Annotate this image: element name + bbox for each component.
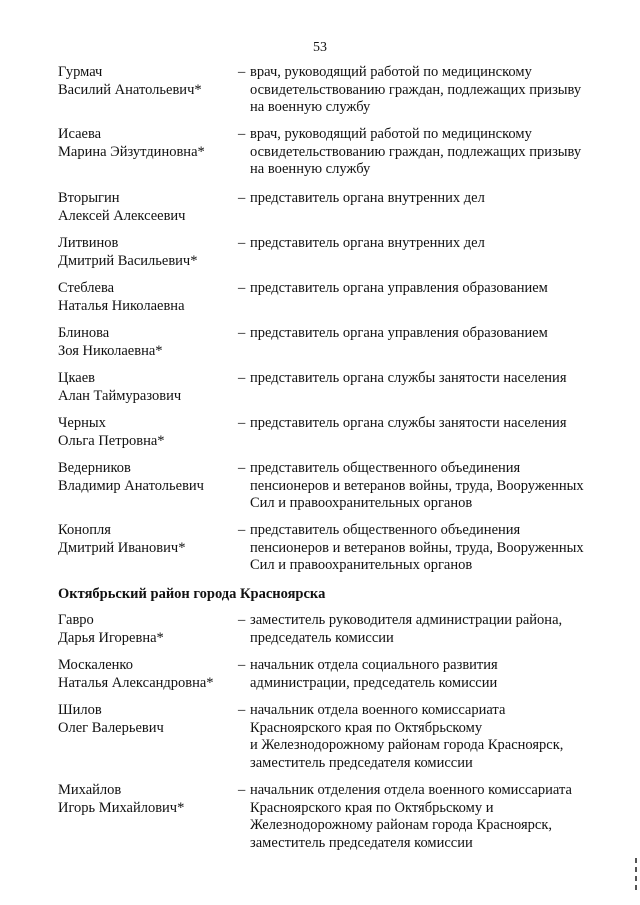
role-line: представитель общественного объединения bbox=[250, 522, 521, 538]
role-line: и Железнодорожному районам города Красноярск, bbox=[250, 737, 564, 753]
role-dash: – bbox=[238, 415, 246, 431]
member-surname: Михайлов bbox=[58, 782, 122, 798]
page-number: 53 bbox=[313, 40, 327, 55]
role-dash: – bbox=[238, 702, 246, 718]
member-given-names: Алексей Алексеевич bbox=[58, 207, 186, 224]
role-line: врач, руководящий работой по медицинскому bbox=[250, 126, 532, 142]
member-surname: Гурмач bbox=[58, 64, 103, 80]
member-name bbox=[58, 235, 238, 270]
member-entry bbox=[58, 702, 598, 782]
role-line: заместитель руководителя администрации района, bbox=[250, 612, 563, 628]
member-entry bbox=[58, 126, 598, 190]
role-dash: – bbox=[238, 782, 246, 798]
role-dash: – bbox=[238, 325, 246, 341]
role-line: врач, руководящий работой по медицинскому bbox=[250, 64, 532, 80]
member-role bbox=[238, 64, 598, 117]
role-dash: – bbox=[238, 657, 246, 673]
member-name bbox=[58, 415, 238, 450]
member-given-names: Наталья Николаевна bbox=[58, 297, 185, 314]
member-given-names: Дмитрий Иванович* bbox=[58, 539, 186, 556]
member-entry bbox=[58, 190, 598, 235]
member-given-names: Зоя Николаевна* bbox=[58, 342, 163, 359]
members-list bbox=[58, 64, 598, 858]
member-surname: Шилов bbox=[58, 702, 102, 718]
member-role bbox=[238, 190, 598, 208]
member-role bbox=[238, 782, 598, 852]
member-surname: Ведерников bbox=[58, 460, 131, 476]
role-line: начальник отдела военного комиссариата bbox=[250, 702, 506, 718]
member-given-names: Олег Валерьевич bbox=[58, 719, 164, 736]
member-entry bbox=[58, 370, 598, 415]
role-line: пенсионеров и ветеранов войны, труда, Вооруженных bbox=[250, 477, 584, 494]
member-given-names: Владимир Анатольевич bbox=[58, 477, 204, 494]
member-role bbox=[238, 612, 598, 647]
role-line: освидетельствованию граждан, подлежащих призыву bbox=[250, 81, 582, 98]
role-line: представитель органа внутренних дел bbox=[250, 235, 485, 251]
member-given-names: Марина Эйзутдиновна* bbox=[58, 143, 205, 160]
member-name bbox=[58, 702, 238, 737]
member-given-names: Василий Анатольевич* bbox=[58, 81, 202, 98]
role-dash: – bbox=[238, 280, 246, 296]
member-name bbox=[58, 612, 238, 647]
member-surname: Цкаев bbox=[58, 370, 96, 386]
member-given-names: Наталья Александровна* bbox=[58, 674, 214, 691]
member-entry bbox=[58, 612, 598, 657]
member-surname: Черных bbox=[58, 415, 106, 431]
member-name bbox=[58, 325, 238, 360]
member-surname: Гавро bbox=[58, 612, 94, 628]
member-role bbox=[238, 657, 598, 692]
member-entry bbox=[58, 657, 598, 702]
member-entry bbox=[58, 325, 598, 370]
role-dash: – bbox=[238, 126, 246, 142]
member-given-names: Игорь Михайлович* bbox=[58, 799, 185, 816]
document-body bbox=[58, 64, 598, 858]
member-name bbox=[58, 782, 238, 817]
role-line: на военную службу bbox=[250, 161, 371, 177]
role-line: представитель органа управления образованием bbox=[250, 280, 548, 296]
role-line: Железнодорожному районам города Красноярск, bbox=[250, 817, 553, 833]
role-line: представитель органа службы занятости населения bbox=[250, 415, 567, 431]
member-given-names: Ольга Петровна* bbox=[58, 432, 165, 449]
member-role bbox=[238, 460, 598, 513]
role-line: администрации, председатель комиссии bbox=[250, 674, 498, 691]
member-entry bbox=[58, 280, 598, 325]
role-line: представитель органа управления образованием bbox=[250, 325, 548, 341]
member-entry bbox=[58, 415, 598, 460]
role-line: пенсионеров и ветеранов войны, труда, Вооруженных bbox=[250, 539, 584, 556]
member-name bbox=[58, 64, 238, 99]
member-entry bbox=[58, 460, 598, 522]
member-role bbox=[238, 126, 598, 179]
member-name bbox=[58, 280, 238, 315]
member-surname: Блинова bbox=[58, 325, 110, 341]
member-name bbox=[58, 126, 238, 161]
member-given-names: Алан Таймуразович bbox=[58, 387, 182, 404]
role-line: Красноярского края по Октябрьскому и bbox=[250, 799, 494, 816]
role-line: освидетельствованию граждан, подлежащих призыву bbox=[250, 143, 582, 160]
member-surname: Исаева bbox=[58, 126, 102, 142]
role-line: Сил и правоохранительных органов bbox=[250, 557, 473, 573]
member-name bbox=[58, 190, 238, 225]
role-line: представитель органа службы занятости населения bbox=[250, 370, 567, 386]
member-name bbox=[58, 657, 238, 692]
member-entry bbox=[58, 64, 598, 126]
role-line: председатель комиссии bbox=[250, 629, 394, 646]
role-line: Красноярского края по Октябрьскому bbox=[250, 719, 483, 736]
member-surname: Стеблева bbox=[58, 280, 115, 296]
member-entry bbox=[58, 235, 598, 280]
member-given-names: Дарья Игоревна* bbox=[58, 629, 164, 646]
member-name bbox=[58, 370, 238, 405]
role-line: представитель общественного объединения bbox=[250, 460, 521, 476]
role-dash: – bbox=[238, 612, 246, 628]
role-line: на военную службу bbox=[250, 99, 371, 115]
member-role bbox=[238, 325, 598, 343]
role-line: начальник отделения отдела военного комиссариата bbox=[250, 782, 572, 798]
member-role bbox=[238, 415, 598, 433]
role-dash: – bbox=[238, 370, 246, 386]
section-heading: Октябрьский район города Красноярска bbox=[58, 586, 326, 602]
member-role bbox=[238, 235, 598, 253]
member-role bbox=[238, 522, 598, 575]
member-name bbox=[58, 460, 238, 495]
role-dash: – bbox=[238, 460, 246, 476]
member-entry bbox=[58, 782, 598, 858]
member-entry bbox=[58, 522, 598, 586]
member-role bbox=[238, 280, 598, 298]
role-dash: – bbox=[238, 64, 246, 80]
role-line: заместитель председателя комиссии bbox=[250, 834, 473, 851]
role-line: Сил и правоохранительных органов bbox=[250, 495, 473, 511]
member-role bbox=[238, 702, 598, 772]
member-role bbox=[238, 370, 598, 388]
member-surname: Литвинов bbox=[58, 235, 119, 251]
role-dash: – bbox=[238, 235, 246, 251]
member-surname: Москаленко bbox=[58, 657, 133, 673]
member-surname: Вторыгин bbox=[58, 190, 120, 206]
role-dash: – bbox=[238, 190, 246, 206]
role-line: заместитель председателя комиссии bbox=[250, 754, 473, 771]
role-line: начальник отдела социального развития bbox=[250, 657, 498, 673]
member-surname: Конопля bbox=[58, 522, 111, 538]
scan-edge-marks bbox=[635, 858, 638, 898]
role-line: представитель органа внутренних дел bbox=[250, 190, 485, 206]
member-given-names: Дмитрий Васильевич* bbox=[58, 252, 198, 269]
member-name bbox=[58, 522, 238, 557]
role-dash: – bbox=[238, 522, 246, 538]
